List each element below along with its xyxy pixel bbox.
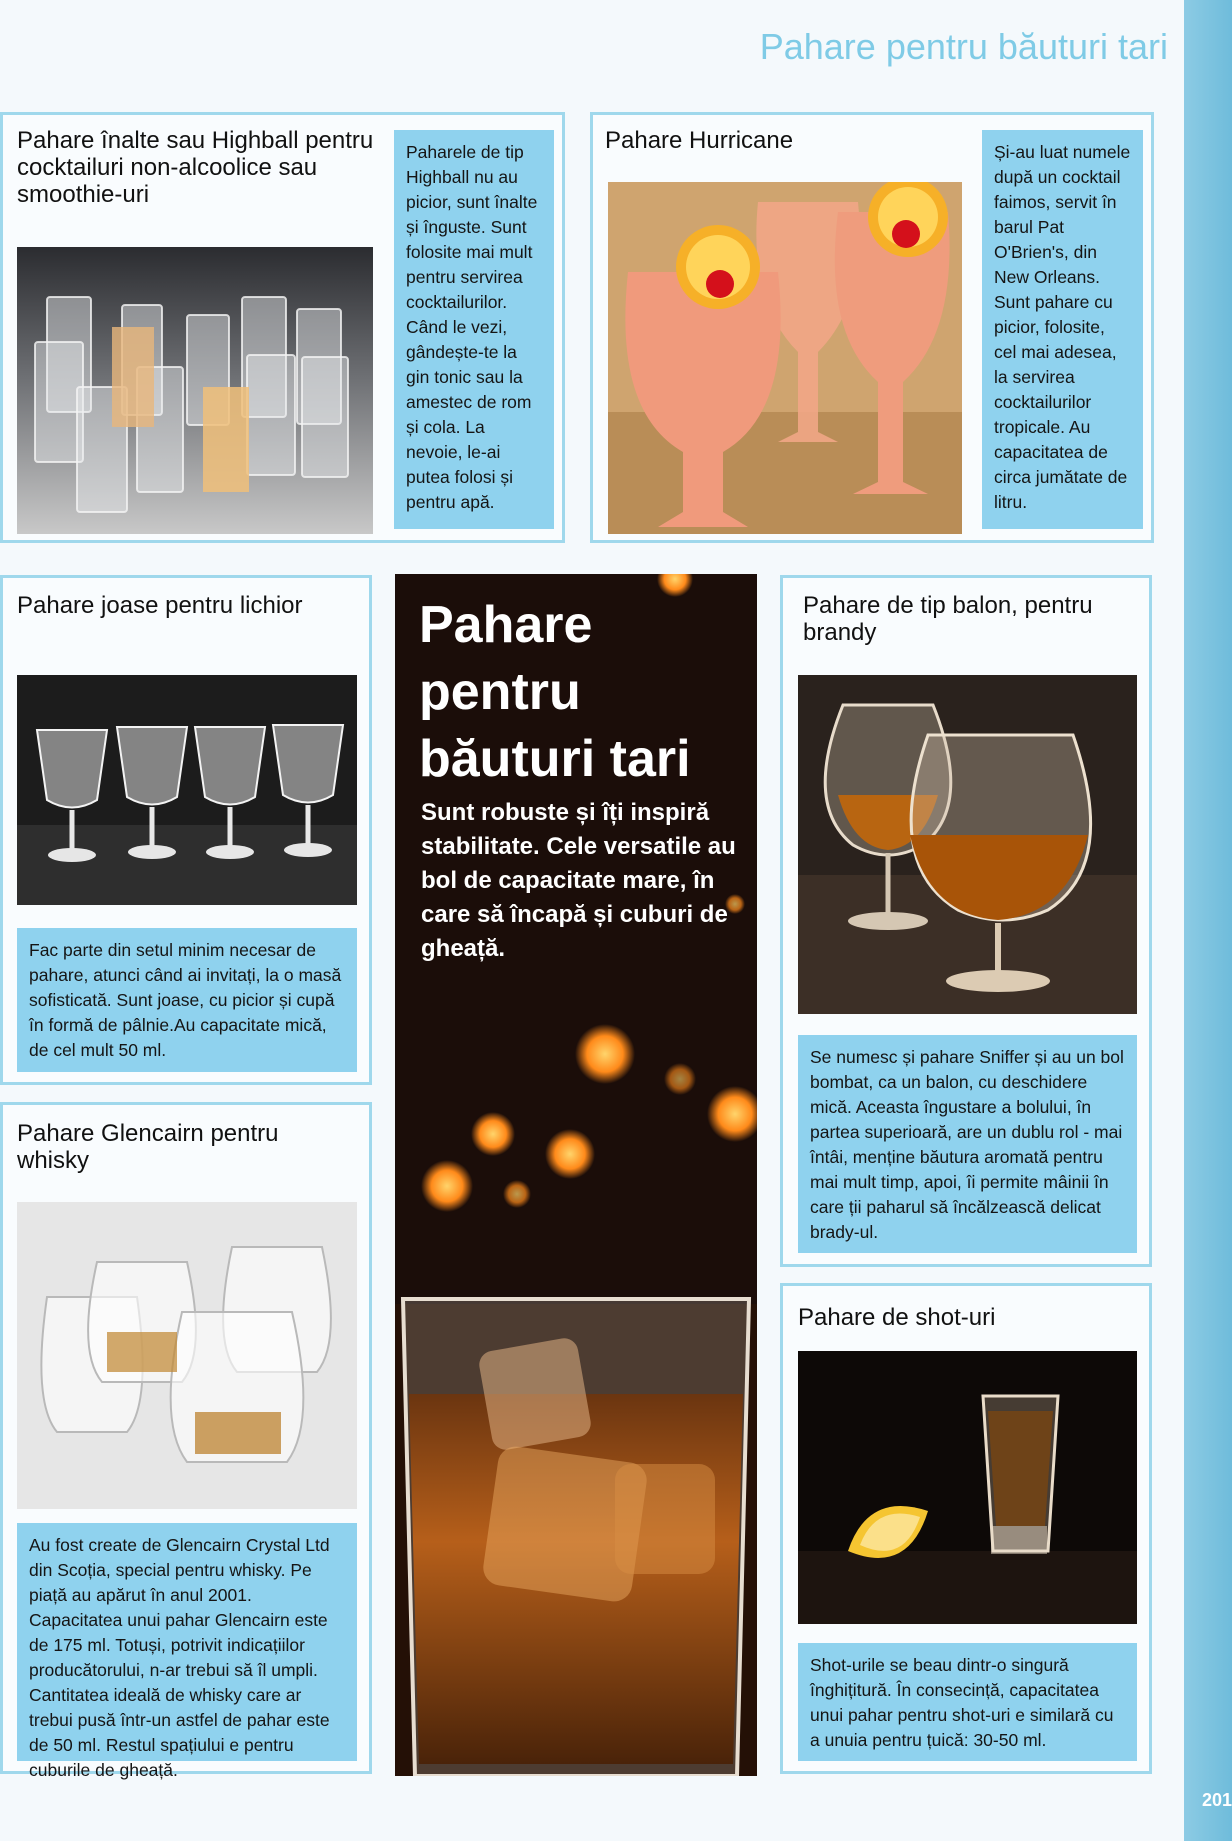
card-liqueur-text: Fac parte din setul minim necesar de pahare, atunci când ai invitați, la o masă sofisticată. Sunt joase, cu picior și cupă în formă de pâlnie.Au capacitate mică, de cel mult 50 ml. [17, 928, 357, 1072]
feature-text: Sunt robuste și îți inspiră stabilitate. Cele versatile au bol de capacitate mare, în care să încapă și cuburi de gheață. [421, 799, 736, 962]
card-shot [780, 1283, 1152, 1774]
shot-glass-photo [798, 1351, 1137, 1624]
page-edge-strip [1184, 0, 1232, 1841]
page-header-title: Pahare pentru băuturi tari [759, 26, 1168, 67]
card-glencairn [0, 1102, 372, 1780]
card-hurricane-title: Pahare Hurricane [605, 127, 794, 154]
card-glencairn-title: Pahare Glencairn pentru whisky [17, 1120, 279, 1174]
feature-title: Pahare pentru băuturi tari [419, 596, 691, 788]
card-hurricane-text: Și-au luat numele după un cocktail faimos, servit în barul Pat O'Brien's, din New Orleans. Sunt pahare cu picior, folosite, cel mai adesea, la servirea cocktailurilor tropicale. Au capacitatea de circa jumătate de litru. [982, 130, 1143, 529]
card-shot-text: Shot-urile se beau dintr-o singură înghițitură. În consecință, capacitatea unui pahar pentru shot-uri e similară cu a unuia pentru țuică: 30-50 ml. [798, 1643, 1137, 1761]
glencairn-glasses-photo [17, 1202, 357, 1509]
page-number: 201 [1201, 1790, 1232, 1810]
card-highball-text: Paharele de tip Highball nu au picior, sunt înalte și înguste. Sunt folosite mai mult pentru servirea cocktailurilor. Când le vezi, gândește-te la gin tonic sau la amestec de rom și cola. La nevoie, le-ai putea folosi și pentru apă. [394, 130, 554, 529]
feature-panel [395, 574, 757, 1776]
card-brandy-text: Se numesc și pahare Sniffer și au un bol bombat, ca un balon, cu deschidere mică. Aceasta îngustare a bolului, în partea superioară, are un dublu rol - mai întâi, menține băutura aromată pentru mai mult timp, apoi, îi permite mâinii în care ții paharul să încălzească delicat brady-ul. [798, 1035, 1137, 1253]
card-highball-title: Pahare înalte sau Highball pentru cocktailuri non-alcoolice sau smoothie-uri [17, 127, 374, 208]
hurricane-cocktails-photo [608, 182, 962, 534]
card-brandy [780, 575, 1152, 1267]
card-hurricane [590, 112, 1154, 543]
card-liqueur-title: Pahare joase pentru lichior [17, 592, 303, 619]
card-liqueur [0, 575, 372, 1085]
card-glencairn-text: Au fost create de Glencairn Crystal Ltd din Scoția, special pentru whisky. Pe piață au apărut în anul 2001. Capacitatea unui pahar Glencairn este de 175 ml. Totuși, potrivit indicațiilor producătorului, n-ar trebui să îl umpli. Cantitatea ideală de whisky care ar trebui pusă într-un astfel de pahar este de 50 ml. Restul spațiului e pentru cuburile de gheață. [17, 1523, 357, 1761]
liqueur-glasses-photo [17, 675, 357, 905]
card-brandy-title: Pahare de tip balon, pentru brandy [803, 592, 1093, 646]
highball-glasses-photo [17, 247, 373, 534]
card-shot-title: Pahare de shot-uri [798, 1304, 996, 1331]
brandy-snifters-photo [798, 675, 1137, 1014]
card-highball [0, 112, 565, 543]
